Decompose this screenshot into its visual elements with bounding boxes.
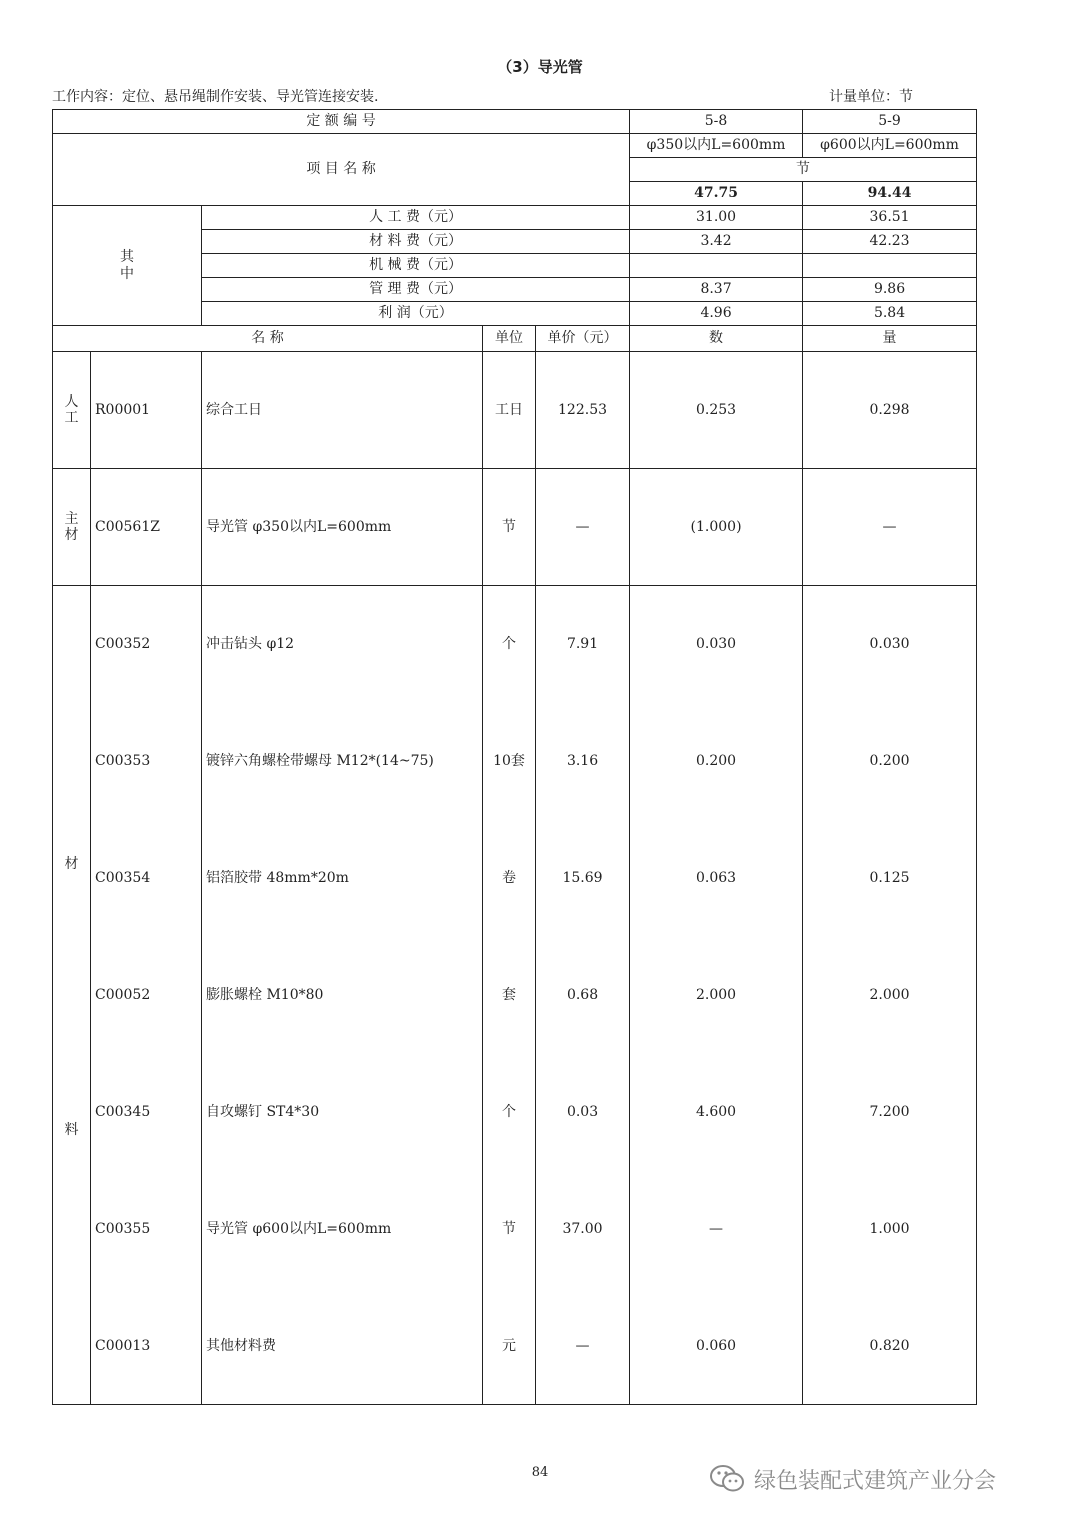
item-code: C00052	[91, 937, 202, 1054]
material-row	[53, 1171, 977, 1288]
item-qty: 1.000	[803, 1171, 977, 1288]
breakdown-value	[803, 254, 977, 278]
item-name: 镀锌六角螺栓带螺母 M12*(14~75)	[202, 703, 483, 820]
col-price: 单价（元）	[536, 326, 630, 352]
item-name: 铝箔胶带 48mm*20m	[202, 820, 483, 937]
item-qty: 0.820	[803, 1288, 977, 1405]
breakdown-value: 42.23	[803, 230, 977, 254]
item-name: 其他材料费	[202, 1288, 483, 1405]
item-price: 122.53	[536, 352, 630, 469]
breakdown-label: 管 理 费（元）	[202, 278, 630, 302]
breakdown-side-label	[53, 206, 202, 326]
quota-table	[52, 109, 977, 1405]
item-qty: 2.000	[803, 937, 977, 1054]
item-unit-cell: 工日	[483, 352, 536, 469]
total-price: 47.75	[630, 182, 803, 206]
item-unit-cell: 10套	[483, 703, 536, 820]
item-code: C00013	[91, 1288, 202, 1405]
work-content: 工作内容：定位、悬吊绳制作安装、导光管连接安装.	[52, 89, 379, 105]
material-row	[53, 937, 977, 1054]
item-code: C00355	[91, 1171, 202, 1288]
item-price: 3.16	[536, 703, 630, 820]
quota-code: 5-9	[803, 110, 977, 134]
column-header-row	[53, 326, 977, 352]
wechat-icon	[708, 1463, 746, 1495]
labor-row	[53, 352, 977, 469]
labor-side-char: 人	[64, 393, 79, 410]
item-unit-cell: 个	[483, 586, 536, 703]
item-qty: 0.200	[803, 703, 977, 820]
item-qty: 2.000	[630, 937, 803, 1054]
watermark-text: 绿色装配式建筑产业分会	[754, 1468, 997, 1494]
item-unit-cell: 元	[483, 1288, 536, 1405]
col-unit: 单位	[483, 326, 536, 352]
item-qty: 0.298	[803, 352, 977, 469]
breakdown-value: 3.42	[630, 230, 803, 254]
item-price: 7.91	[536, 586, 630, 703]
project-name-label: 项 目 名 称	[53, 134, 630, 206]
main-material-side-label	[53, 469, 91, 586]
item-qty: —	[630, 1171, 803, 1288]
item-price: —	[536, 1288, 630, 1405]
breakdown-value: 8.37	[630, 278, 803, 302]
labor-side-char: 工	[64, 410, 79, 426]
item-name: 冲击钻头 φ12	[202, 586, 483, 703]
col-qty-right: 量	[803, 326, 977, 352]
material-row	[53, 820, 977, 937]
section-title: （3）导光管	[497, 58, 583, 76]
spec-row	[53, 134, 977, 158]
col-name: 名 称	[53, 326, 483, 352]
material-row	[53, 1054, 977, 1171]
item-unit-cell: 个	[483, 1054, 536, 1171]
item-qty: 0.030	[803, 586, 977, 703]
item-price: —	[536, 469, 630, 586]
breakdown-side-bottom: 中	[120, 265, 134, 282]
quota-code: 5-8	[630, 110, 803, 134]
material-row	[53, 586, 977, 703]
breakdown-side-top: 其	[120, 249, 134, 266]
spec-cell: φ350以内L=600mm	[630, 134, 803, 158]
item-price: 0.03	[536, 1054, 630, 1171]
item-qty: 0.030	[630, 586, 803, 703]
watermark	[708, 1463, 996, 1495]
breakdown-value	[630, 254, 803, 278]
breakdown-row	[53, 206, 977, 230]
item-code: C00353	[91, 703, 202, 820]
item-qty: (1.000)	[630, 469, 803, 586]
spec-cell: φ600以内L=600mm	[803, 134, 977, 158]
page-number: 84	[531, 1465, 549, 1480]
item-code: C00345	[91, 1054, 202, 1171]
materials-side-label	[53, 586, 91, 1405]
quota-no-label: 定 额 编 号	[53, 110, 630, 134]
item-code: C00561Z	[91, 469, 202, 586]
item-name: 自攻螺钉 ST4*30	[202, 1054, 483, 1171]
col-qty-left: 数	[630, 326, 803, 352]
measure-unit: 计量单位：节	[829, 89, 913, 105]
item-unit-cell: 套	[483, 937, 536, 1054]
item-qty: 0.063	[630, 820, 803, 937]
item-code: R00001	[91, 352, 202, 469]
item-unit: 节	[630, 158, 977, 182]
item-qty: 0.253	[630, 352, 803, 469]
item-code: C00352	[91, 586, 202, 703]
item-qty: 0.060	[630, 1288, 803, 1405]
breakdown-label: 人 工 费（元）	[202, 206, 630, 230]
main-material-row	[53, 469, 977, 586]
breakdown-label: 利 润（元）	[202, 302, 630, 326]
item-qty: 0.125	[803, 820, 977, 937]
labor-side-label	[53, 352, 91, 469]
item-qty: 7.200	[803, 1054, 977, 1171]
item-name: 导光管 φ600以内L=600mm	[202, 1171, 483, 1288]
item-name: 综合工日	[202, 352, 483, 469]
item-qty: 4.600	[630, 1054, 803, 1171]
item-unit-cell: 节	[483, 1171, 536, 1288]
item-unit-cell: 节	[483, 469, 536, 586]
breakdown-value: 31.00	[630, 206, 803, 230]
item-unit-cell: 卷	[483, 820, 536, 937]
item-name: 膨胀螺栓 M10*80	[202, 937, 483, 1054]
item-qty: —	[803, 469, 977, 586]
breakdown-label: 机 械 费（元）	[202, 254, 630, 278]
breakdown-value: 4.96	[630, 302, 803, 326]
breakdown-value: 5.84	[803, 302, 977, 326]
main-material-side-char: 材	[64, 527, 79, 543]
item-qty: 0.200	[630, 703, 803, 820]
material-row	[53, 703, 977, 820]
materials-side-bottom: 料	[64, 1122, 79, 1138]
item-price: 0.68	[536, 937, 630, 1054]
breakdown-label: 材 料 费（元）	[202, 230, 630, 254]
material-row	[53, 1288, 977, 1405]
breakdown-value: 36.51	[803, 206, 977, 230]
breakdown-value: 9.86	[803, 278, 977, 302]
main-material-side-char: 主	[64, 510, 79, 527]
total-price: 94.44	[803, 182, 977, 206]
materials-side-top: 材	[64, 856, 79, 872]
quota-no-row	[53, 110, 977, 134]
item-price: 37.00	[536, 1171, 630, 1288]
item-code: C00354	[91, 820, 202, 937]
item-price: 15.69	[536, 820, 630, 937]
item-name: 导光管 φ350以内L=600mm	[202, 469, 483, 586]
